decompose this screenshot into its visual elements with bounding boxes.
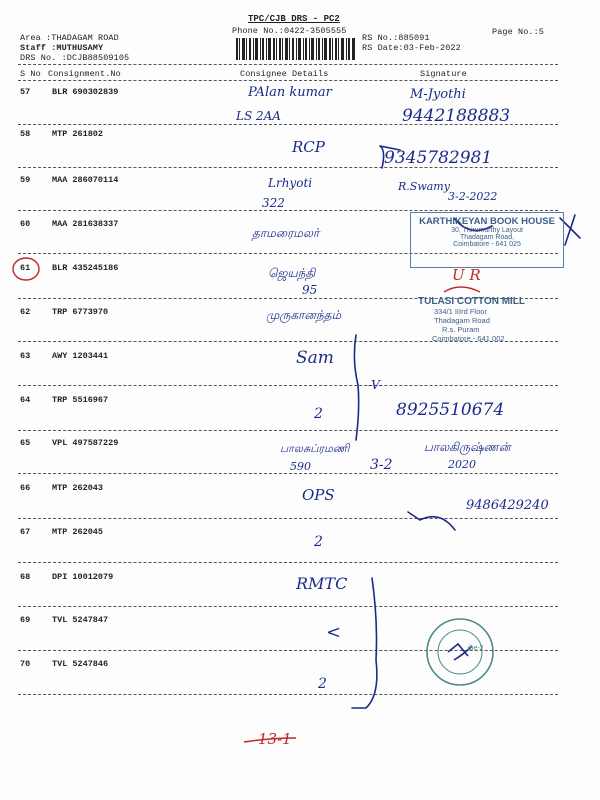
handwritten-phone: 9486429240 (466, 498, 549, 513)
stamp-title: TULASI COTTON MILL (418, 296, 526, 307)
phone-number: Phone No.:0422-3505555 (232, 26, 347, 36)
row-sno: 60 (20, 219, 31, 229)
handwritten-date: 3-2-2022 (448, 190, 498, 203)
col-consignment: Consignment.No (48, 69, 121, 79)
row-sno: 57 (20, 87, 31, 97)
handwritten-signature: M-Jyothi (410, 87, 466, 102)
handwritten-number: 322 (262, 196, 285, 210)
col-signature: Signature (420, 69, 467, 79)
handwritten-name: OPS (302, 486, 335, 504)
row-sno: 61 (20, 263, 31, 273)
seal-text: ibe-2 (468, 645, 484, 652)
row-consignment: VPL 497587229 (52, 438, 119, 448)
row-sno: 67 (20, 527, 31, 537)
handwritten-name: PAlan kumar (248, 85, 332, 100)
stamp-line: Thadagam Road (434, 316, 490, 325)
row-sno: 70 (20, 659, 31, 669)
round-seal-stamp (424, 616, 496, 688)
handwritten-name: முருகானந்தம் (266, 308, 342, 322)
row-sno: 68 (20, 572, 31, 582)
rs-number: RS No.:885091 (362, 33, 430, 43)
area-label: Area :THADAGAM ROAD (20, 33, 119, 43)
row-sno: 58 (20, 129, 31, 139)
handwritten-phone: 8925510674 (396, 400, 505, 420)
col-sno: S No (20, 69, 41, 79)
stamp-title: KARTHIKEYAN BOOK HOUSE (419, 216, 555, 227)
handwritten-date: 3-2 (370, 457, 393, 473)
book-house-stamp (410, 212, 564, 268)
handwritten-name: ஜெயந்தி (268, 266, 316, 280)
stamp-line: Coimbatore - 641 002 (432, 334, 505, 343)
row-sno: 62 (20, 307, 31, 317)
handwritten-number: 2 (318, 676, 327, 692)
row-consignment: TRP 5516967 (52, 395, 109, 405)
document-title: TPC/CJB DRS - PC2 (248, 14, 340, 24)
red-strike-line (444, 287, 480, 292)
row-consignment: AWY 1203441 (52, 351, 109, 361)
red-handwritten-mark: U R (452, 266, 481, 284)
handwritten-name: Lrhyoti (268, 176, 313, 190)
row-consignment: MAA 286070114 (52, 175, 119, 185)
handwritten-name: RCP (292, 138, 325, 156)
rs-date: RS Date:03-Feb-2022 (362, 43, 461, 53)
handwritten-signature: R.Swamy (398, 180, 450, 193)
handwritten-note: LS 2AA (236, 109, 281, 123)
row-consignment: TRP 6773970 (52, 307, 109, 317)
row-consignment: MAA 281638337 (52, 219, 119, 229)
staff-label: Staff :MUTHUSAMY (20, 43, 104, 53)
page-number: Page No.:5 (492, 27, 545, 37)
handwritten-phone: 9442188883 (402, 106, 511, 126)
handwritten-number: 95 (302, 283, 318, 297)
row-sno: 69 (20, 615, 31, 625)
row-sno: 66 (20, 483, 31, 493)
row-consignment: MTP 261802 (52, 129, 104, 139)
handwritten-name: தாமரைமலர் (252, 226, 320, 240)
cotton-mill-stamp (412, 296, 562, 358)
row-sno: 65 (20, 438, 31, 448)
row-consignment: TVL 5247847 (52, 615, 109, 625)
handwritten-name: RMTC (296, 574, 348, 593)
row-consignment: BLR 435245186 (52, 263, 119, 273)
handwritten-mark: < (326, 622, 342, 643)
stamp-line: Thadagam Road, (459, 234, 515, 241)
handwritten-name: Sam (296, 348, 334, 368)
handwritten-signature: பாலகிருஷ்ணன் (424, 440, 511, 454)
handwritten-date: 2020 (448, 458, 476, 471)
stamp-line: Coimbatore - 641 025 (453, 241, 521, 248)
row-sno: 59 (20, 175, 31, 185)
stamp-line: 30, Thirumurthy Layout (451, 227, 523, 234)
handwritten-signature: -V- (368, 378, 383, 392)
row-consignment: DPI 10012079 (52, 572, 114, 582)
handwritten-phone: 9345782981 (384, 148, 493, 168)
row-consignment: TVL 5247846 (52, 659, 109, 669)
drs-number: DRS No. :DCJB88509105 (20, 53, 130, 63)
row-sno: 64 (20, 395, 31, 405)
red-handwritten-date: 13-1 (258, 730, 292, 748)
col-consignee: Consignee Details (240, 69, 329, 79)
stamp-line: R.s. Puram (442, 325, 480, 334)
handwritten-number: 2 (314, 534, 323, 550)
row-consignment: BLR 690302839 (52, 87, 119, 97)
handwritten-number: 2 (314, 406, 323, 422)
row-sno: 63 (20, 351, 31, 361)
stamp-line: 334/1 IIIrd Floor (434, 307, 487, 316)
handwritten-number: 590 (290, 460, 311, 473)
handwritten-name: பாலசுப்ரமணி (280, 442, 350, 455)
row-consignment: MTP 262043 (52, 483, 104, 493)
row-consignment: MTP 262045 (52, 527, 104, 537)
